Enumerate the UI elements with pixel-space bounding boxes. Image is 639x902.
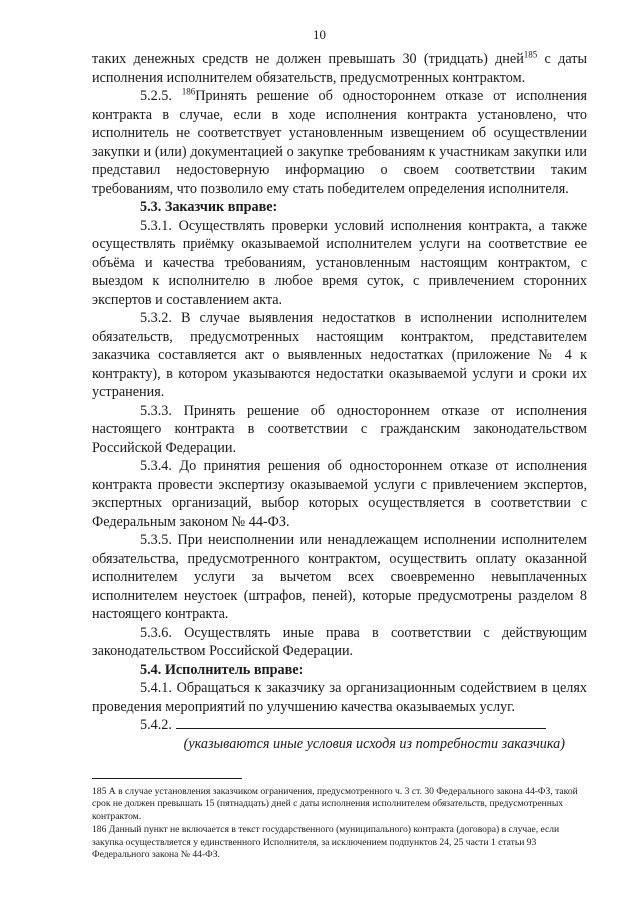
footnote-ref: 185 [523, 49, 538, 60]
footnote-ref: 186 [181, 86, 196, 97]
section-heading [92, 198, 587, 217]
paragraph-text: 5.4. Исполнитель вправе: [140, 661, 304, 678]
paragraph-text: 5.3.4. До принятия решения об одностороннем отказе от исполнения контракта провести экспертизу оказываемой услуги с привлечением экспертов, экспертных организаций, выбор которых осуществляется в соответствии с Федеральным законом № 44-ФЗ. [92, 458, 587, 530]
paragraph-text: 5.3.1. Осуществлять проверки условий исполнения контракта, а также осуществлять приёмку оказываемой исполнителем услуги на соответствие ее объёма и качества требованиям, установленным настоящим контрактом, с выездом к исполнителю в любое время суток, с привлечением сторонних экспертов и составлением акта. [92, 217, 587, 308]
paragraph-text: 5.2.5. [140, 88, 182, 104]
paragraph-text: 5.4.1. Обращаться к заказчику за организационным содействием в целях проведения мероприятий по улучшению качества оказываемых услуг. [92, 680, 587, 715]
blank-clause [92, 716, 587, 735]
document-body [92, 50, 587, 753]
paragraph-text: Принять решение об одностороннем отказе от исполнения контракта в случае, если в ходе исполнения контракта установлено, что исполнитель не соответствует установленным извещением об осуществлении закупки и (или) документацией о закупке требованиям к участникам закупки или представил недостоверную информацию о своем соответствии таким требованиям, что позволило ему стать победителем определения исполнителя. [92, 88, 588, 197]
paragraph-text: 5.3.3. Принять решение об одностороннем отказе от исполнения настоящего контракта в соответствии с гражданским законодательством Российской Федерации. [92, 402, 587, 456]
page-number: 10 [313, 27, 326, 42]
paragraph-text: 5.3. Заказчик вправе: [140, 199, 278, 215]
paragraph-list [92, 50, 587, 716]
paragraph [92, 457, 587, 531]
section-heading [92, 661, 587, 680]
paragraph [92, 679, 587, 716]
footnote-185: 185 А в случае установления заказчиком ограничения, предусмотренного ч. 3 ст. 30 Федерального закона 44-ФЗ, такой срок не должен превышать 15 (пятнадцать) дней с даты исполнения исполнителем обязательств, предусмотренных контрактом. [92, 786, 578, 822]
paragraph [92, 50, 587, 87]
paragraph-text: таких денежных средств не должен превышать 30 (тридцать) дней [92, 51, 524, 67]
blank-clause-label: 5.4.2. [140, 717, 172, 733]
paragraph [92, 87, 587, 198]
paragraph [92, 309, 587, 402]
paragraph-text: 5.3.2. В случае выявления недостатков в исполнении исполнителем обязательств, предусмотренных настоящим контрактом, представителем заказчика составляется акт о выявленных недостатках (приложение № 4 к контракту), в котором указываются недостатки оказываемой услуги и сроки их устранения. [92, 310, 587, 400]
paragraph-text: 5.3.6. Осуществлять иные права в соответствии с действующим законодательством Российской Федерации. [92, 624, 587, 659]
footnotes [92, 786, 587, 862]
footnote-separator [92, 778, 242, 779]
blank-clause-note: (указываются иные условия исходя из потребности заказчика) [183, 735, 565, 752]
paragraph [92, 531, 587, 624]
paragraph-text: 5.3.5. При неисполнении или ненадлежащем исполнении исполнителем обязательства, предусмотренного контрактом, осуществить оплату оказанной исполнителем услуги за вычетом всех своевременно невыплаченных исполнителем неустоек (штрафов, пеней), которые предусмотрены разделом 8 настоящего контракта. [92, 532, 587, 622]
paragraph [92, 217, 587, 310]
footnote-186: 186 Данный пункт не включается в текст государственного (муниципального) контракта (договора) в случае, если закупка осуществляется у единственного Исполнителя, за исключением подпунктов 24, 25 части 1 статьи 93 Федерального закона № 44-ФЗ. [92, 824, 560, 861]
blank-fill-line [176, 716, 546, 729]
paragraph [92, 624, 587, 661]
paragraph [92, 402, 587, 458]
paragraph-text: с даты исполнения исполнителем обязательств, предусмотренных контрактом. [92, 51, 587, 86]
